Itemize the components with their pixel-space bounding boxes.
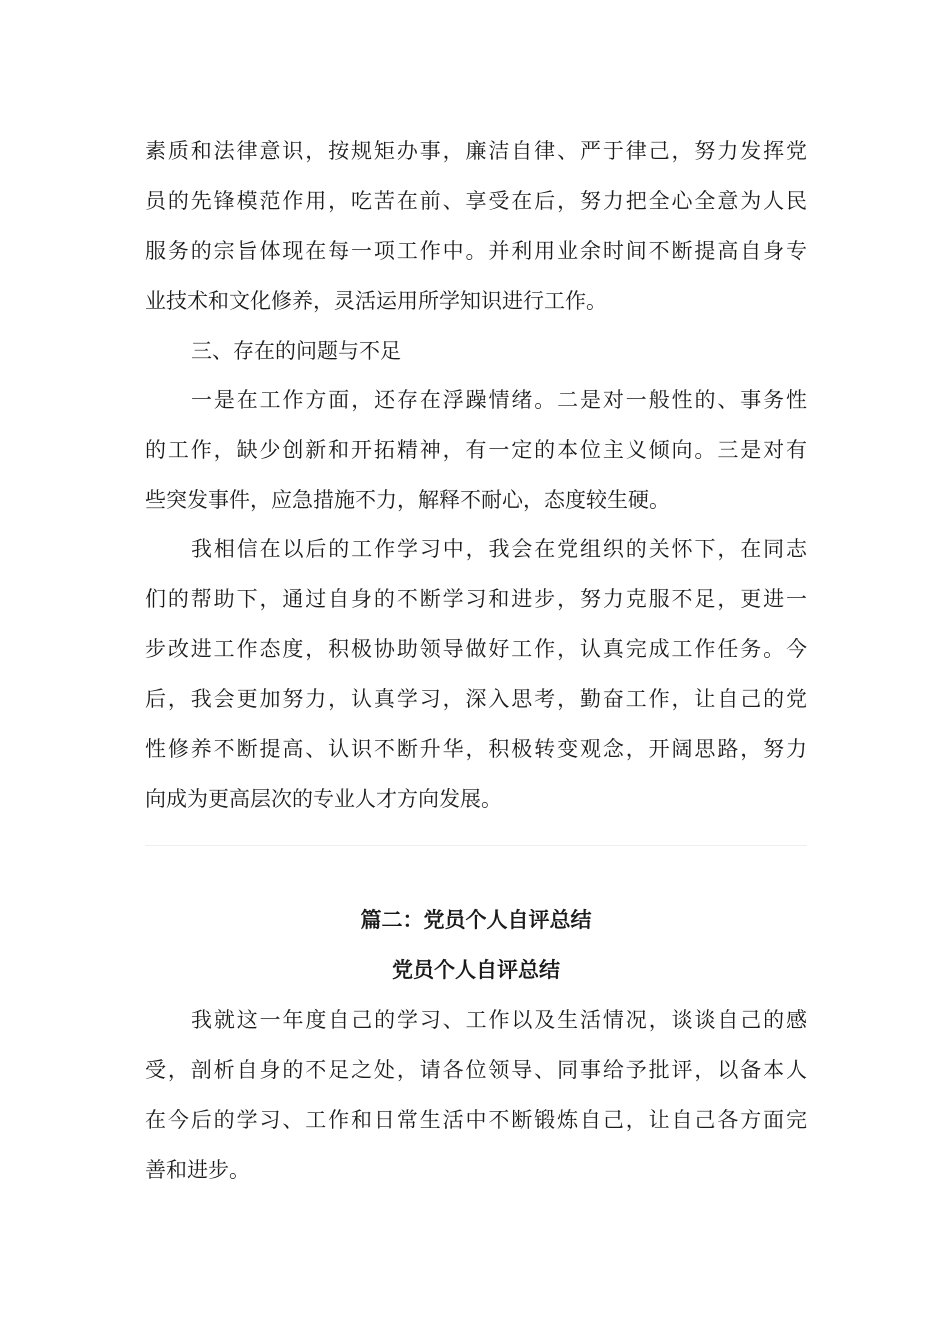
paragraph-line: 素质和法律意识，按规矩办事，廉洁自律、严于律己，努力发挥党	[145, 139, 807, 163]
paragraph-line: 受，剖析自身的不足之处，请各位领导、同事给予批评，以备本人	[145, 1058, 807, 1082]
paragraph-line: 员的先锋模范作用，吃苦在前、享受在后，努力把全心全意为人民	[145, 189, 807, 213]
paragraph-line: 们的帮助下，通过自身的不断学习和进步，努力克服不足，更进一	[145, 587, 807, 611]
paragraph-line: 向成为更高层次的专业人才方向发展。	[145, 787, 502, 811]
paragraph-line: 步改进工作态度，积极协助领导做好工作，认真完成工作任务。今	[145, 637, 807, 661]
paragraph-line: 一是在工作方面，还存在浮躁情绪。二是对一般性的、事务性	[191, 388, 807, 412]
paragraph-line: 在今后的学习、工作和日常生活中不断锻炼自己，让自己各方面完	[145, 1108, 807, 1132]
paragraph-line: 善和进步。	[145, 1158, 250, 1182]
section-divider	[145, 845, 807, 846]
paragraph-line: 我相信在以后的工作学习中，我会在党组织的关怀下，在同志	[191, 537, 807, 561]
paragraph-line: 后，我会更加努力，认真学习，深入思考，勤奋工作，让自己的党	[145, 687, 807, 711]
paragraph-line: 我就这一年度自己的学习、工作以及生活情况，谈谈自己的感	[191, 1008, 807, 1032]
paragraph-line: 性修养不断提高、认识不断升华，积极转变观念，开阔思路，努力	[145, 737, 807, 761]
paragraph-line: 的工作，缺少创新和开拓精神，有一定的本位主义倾向。三是对有	[145, 438, 807, 462]
section-title: 篇二：党员个人自评总结	[360, 907, 592, 932]
document-title: 党员个人自评总结	[392, 957, 560, 982]
paragraph-line: 些突发事件，应急措施不力，解释不耐心，态度较生硬。	[145, 488, 670, 512]
section-heading: 三、存在的问题与不足	[191, 339, 401, 363]
paragraph-line: 服务的宗旨体现在每一项工作中。并利用业余时间不断提高自身专	[145, 239, 807, 263]
paragraph-line: 业技术和文化修养，灵活运用所学知识进行工作。	[145, 289, 607, 313]
